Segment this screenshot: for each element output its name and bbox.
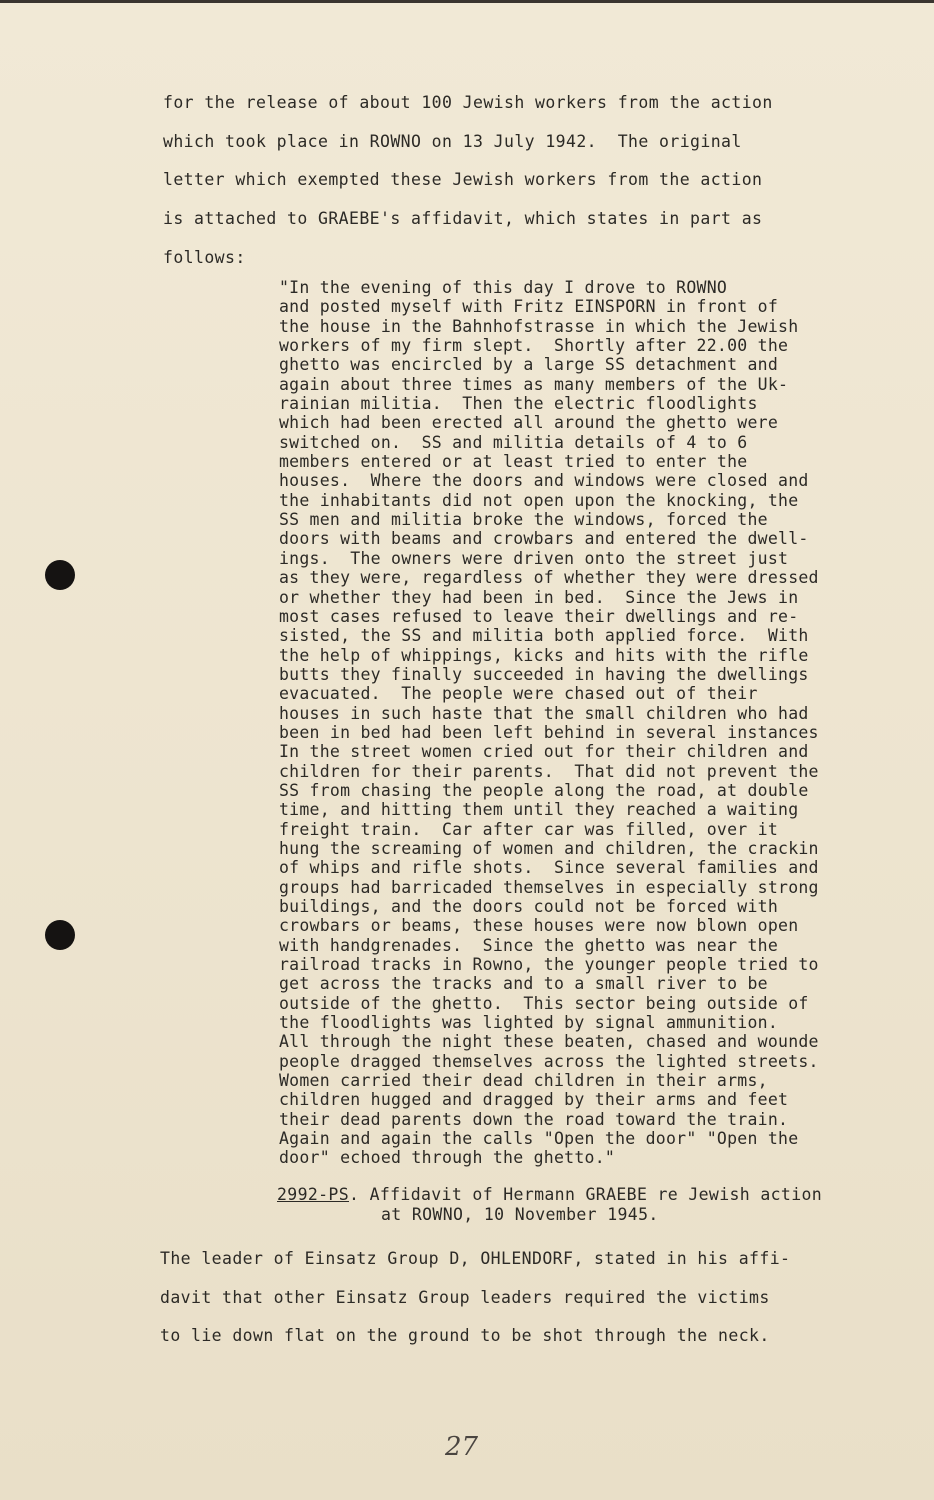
quote-line: In the street women cried out for their children and — [279, 742, 809, 762]
quote-line: Women carried their dead children in their arms, — [279, 1071, 768, 1091]
quote-line: members entered or at least tried to enter the — [279, 452, 748, 472]
quote-line: get across the tracks and to a small river to be — [279, 974, 768, 994]
quote-line: butts they finally succeeded in having the dwellings — [279, 664, 809, 684]
quote-line: crowbars or beams, these houses were now blown open — [279, 916, 799, 936]
quote-line: the help of whippings, kicks and hits with the rifle — [279, 645, 809, 665]
quote-line: rainian militia. Then the electric floodlights — [279, 394, 758, 414]
text-line: follows: — [163, 247, 246, 267]
quote-line: children hugged and dragged by their arms and feet — [279, 1090, 789, 1110]
page-number: 27 — [445, 1432, 479, 1462]
quote-line: and posted myself with Fritz EINSPORN in front of — [279, 297, 779, 317]
quote-line: hung the screaming of women and children, the crackin — [279, 838, 819, 858]
quote-line: Again and again the calls "Open the door" "Open the — [279, 1129, 799, 1149]
quote-line: groups had barricaded themselves in especially strong — [279, 877, 819, 897]
quote-line: their dead parents down the road toward the train. — [279, 1109, 789, 1129]
quote-line: "In the evening of this day I drove to ROWNO — [279, 278, 728, 297]
document-id: 2992-PS — [277, 1185, 349, 1204]
quote-line: houses. Where the doors and windows were closed and — [279, 471, 809, 491]
top-edge-rule — [0, 0, 934, 3]
intro-paragraph — [163, 84, 863, 278]
text-line: is attached to GRAEBE's affidavit, which states in part as — [163, 209, 763, 229]
quote-line: the house in the Bahnhofstrasse in which the Jewish — [279, 316, 799, 336]
quote-line: of whips and rifle shots. Since several families and — [279, 858, 819, 878]
quote-line: railroad tracks in Rowno, the younger people tried to — [279, 955, 819, 975]
quote-line: most cases refused to leave their dwellings and re- — [279, 606, 799, 626]
quote-line: the floodlights was lighted by signal ammunition. — [279, 1013, 779, 1033]
citation-text: . Affidavit of Hermann GRAEBE re Jewish action — [349, 1185, 823, 1204]
quote-line: buildings, and the doors could not be forced with — [279, 897, 779, 916]
quote-line: as they were, regardless of whether they were dressed — [279, 568, 819, 588]
text-line: to lie down flat on the ground to be shot through the neck. — [160, 1326, 770, 1345]
text-line: The leader of Einsatz Group D, OHLENDORF, stated in his affi- — [160, 1249, 791, 1268]
quote-line: All through the night these beaten, chased and wounde — [279, 1032, 819, 1052]
binder-hole — [45, 560, 75, 590]
quote-line: with handgrenades. Since the ghetto was near the — [279, 935, 779, 955]
quote-line: doors with beams and crowbars and entered the dwell- — [279, 529, 809, 549]
quote-line: the inhabitants did not open upon the knocking, the — [279, 490, 799, 510]
quote-line: evacuated. The people were chased out of their — [279, 684, 758, 704]
quote-line: time, and hitting them until they reached a waiting — [279, 800, 799, 820]
citation-line-2: at ROWNO, 10 November 1945. — [381, 1204, 659, 1224]
quote-line: ghetto was encircled by a large SS detachment and — [279, 355, 779, 375]
closing-paragraph — [160, 1240, 880, 1356]
binder-hole — [45, 920, 75, 950]
quote-line: SS men and militia broke the windows, forced the — [279, 510, 768, 530]
quote-line: outside of the ghetto. This sector being outside of — [279, 993, 809, 1013]
quote-line: SS from chasing the people along the road, at double — [279, 780, 809, 800]
citation — [277, 1185, 907, 1224]
text-line: for the release of about 100 Jewish workers from the action — [163, 93, 773, 112]
quote-line: houses in such haste that the small children who had — [279, 703, 809, 723]
quote-line: people dragged themselves across the lighted streets. — [279, 1051, 819, 1071]
text-line: davit that other Einsatz Group leaders required the victims — [160, 1287, 770, 1307]
affidavit-quote — [279, 278, 899, 1168]
quote-line: sisted, the SS and militia both applied force. With — [279, 626, 809, 646]
quote-line: workers of my firm slept. Shortly after 22.00 the — [279, 336, 789, 356]
quote-line: which had been erected all around the ghetto were — [279, 413, 779, 433]
text-line: letter which exempted these Jewish workers from the action — [163, 170, 763, 190]
quote-line: ings. The owners were driven onto the street just — [279, 548, 789, 568]
quote-line: or whether they had been in bed. Since the Jews in — [279, 587, 799, 607]
quote-line: been in bed had been left behind in several instances — [279, 722, 819, 742]
quote-line: door" echoed through the ghetto." — [279, 1148, 616, 1168]
quote-line: freight train. Car after car was filled, over it — [279, 819, 779, 839]
quote-line: children for their parents. That did not prevent the — [279, 761, 819, 781]
citation-line-1 — [277, 1185, 907, 1205]
text-line: which took place in ROWNO on 13 July 1942. The original — [163, 131, 742, 151]
quote-line: switched on. SS and militia details of 4 to 6 — [279, 432, 748, 452]
quote-line: again about three times as many members of the Uk- — [279, 374, 789, 394]
